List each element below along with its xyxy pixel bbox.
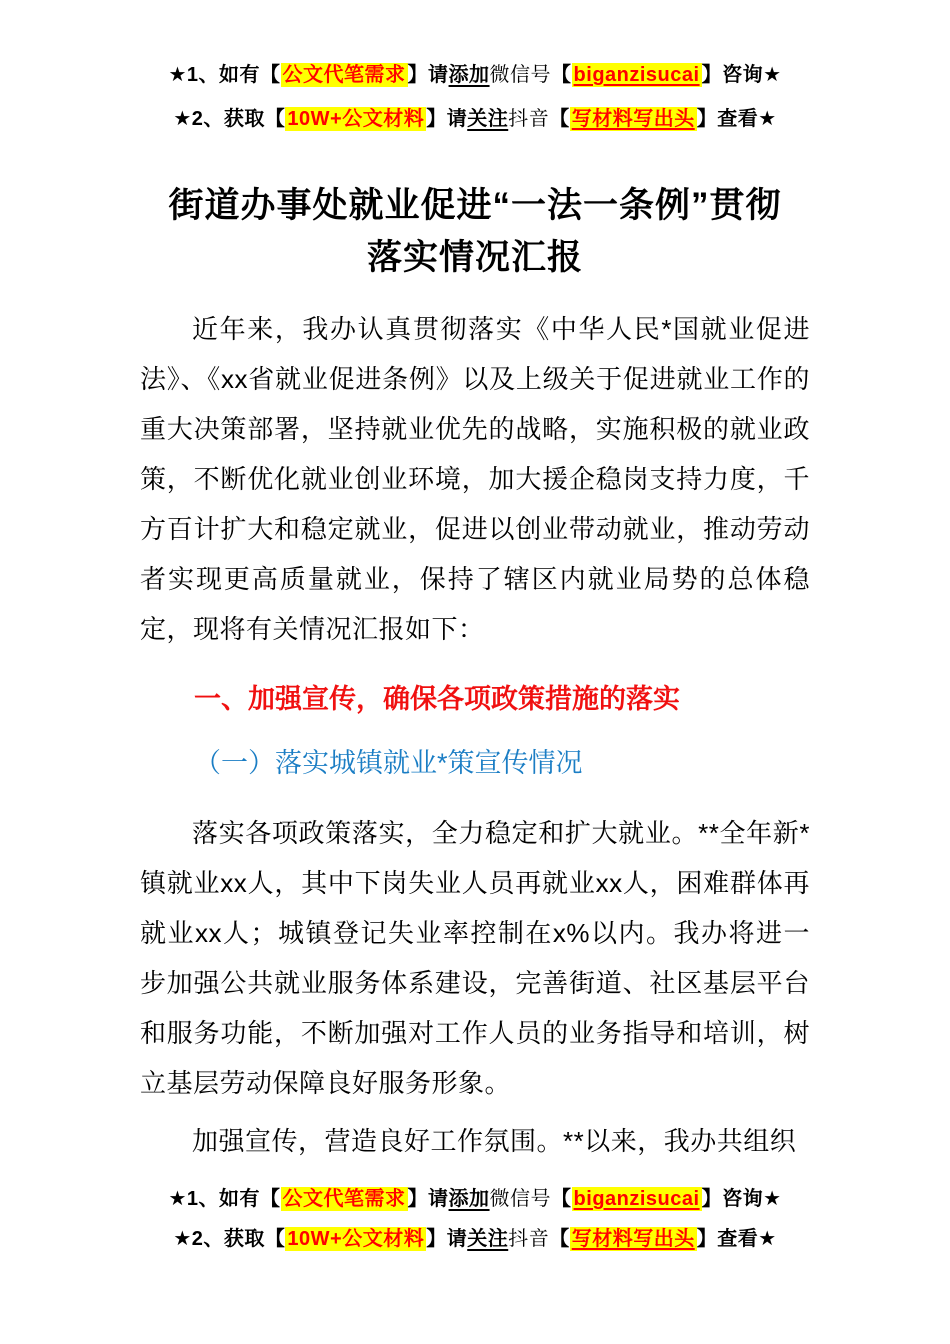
promo-line-1 bbox=[140, 60, 810, 90]
promo2-douyin-label: 抖音 bbox=[508, 108, 550, 130]
promo2-underline-follow: 关注 bbox=[467, 1228, 509, 1250]
promo1-bracket: 【 bbox=[551, 64, 572, 86]
promo1-suffix: 】咨询★ bbox=[701, 1188, 782, 1210]
section-heading-1: 一、加强宣传，确保各项政策措施的落实 bbox=[194, 684, 680, 714]
promo2-bracket: 【 bbox=[549, 108, 570, 130]
promo2-douyin-label: 抖音 bbox=[508, 1228, 550, 1250]
paragraph-policy-implementation: 落实各项政策落实，全力稳定和扩大就业。**全年新*镇就业xx人，其中下岗失业人员再就业xx人，困难群体再就业xx人；城镇登记失业率控制在x%以内。我办将进一步加强公共就业服务体系建设，完善街道、社区基层平台和服务功能，不断加强对工作人员的业务指导和培训，树立基层劳动保障良好服务形象。 bbox=[140, 818, 810, 1098]
promo2-mid: 】请 bbox=[426, 1228, 468, 1250]
promo1-underline-add: 添加 bbox=[448, 64, 490, 86]
promo-line-1 bbox=[140, 1184, 810, 1214]
promo1-highlight-service: 公文代笔需求 bbox=[282, 1188, 406, 1210]
promo2-mid: 】请 bbox=[426, 108, 468, 130]
promo2-highlight-materials: 10W+公文材料 bbox=[287, 1228, 425, 1250]
promo1-highlight-service: 公文代笔需求 bbox=[282, 64, 406, 86]
promo1-mid: 】请 bbox=[407, 1188, 449, 1210]
promo2-star-prefix: ★2、获取【 bbox=[173, 108, 286, 130]
promo1-star-prefix: ★1、如有【 bbox=[168, 64, 281, 86]
promo2-suffix: 】查看★ bbox=[696, 1228, 777, 1250]
promo2-underline-follow: 关注 bbox=[467, 108, 509, 130]
promo2-bracket: 【 bbox=[549, 1228, 570, 1250]
paragraph-intro: 近年来，我办认真贯彻落实《中华人民*国就业促进法》、《xx省就业促进条例》以及上级关于促进就业工作的重大决策部署，坚持就业优先的战略，实施积极的就业政策，不断优化就业创业环境，加大援企稳岗支持力度，千方百计扩大和稳定就业，促进以创业带动就业，推动劳动者实现更高质量就业，保持了辖区内就业局势的总体稳定，现将有关情况汇报如下： bbox=[140, 314, 810, 644]
document-title-line2: 落实情况汇报 bbox=[366, 238, 583, 277]
promo-line-2 bbox=[140, 1224, 810, 1254]
promo2-highlight-materials: 10W+公文材料 bbox=[287, 108, 425, 130]
document-title bbox=[140, 180, 810, 284]
promo2-suffix: 】查看★ bbox=[696, 108, 777, 130]
promo1-underline-add: 添加 bbox=[448, 1188, 490, 1210]
document-title-line1: 街道办事处就业促进“一法一条例”贯彻 bbox=[168, 186, 782, 225]
promo1-highlight-wechat-id: biganzisucai bbox=[573, 64, 700, 86]
promo2-highlight-douyin-id: 写材料写出头 bbox=[571, 1228, 695, 1250]
promo1-suffix: 】咨询★ bbox=[701, 64, 782, 86]
subsection-heading-1-1: （一）落实城镇就业*策宣传情况 bbox=[194, 748, 583, 778]
promo-banner-top bbox=[140, 60, 810, 134]
promo-line-2 bbox=[140, 104, 810, 134]
promo-banner-bottom bbox=[140, 1184, 810, 1254]
paragraph-publicity-partial: 加强宣传，营造良好工作氛围。**以来，我办共组织 bbox=[192, 1126, 797, 1156]
promo1-star-prefix: ★1、如有【 bbox=[168, 1188, 281, 1210]
promo1-highlight-wechat-id: biganzisucai bbox=[573, 1188, 700, 1210]
promo2-highlight-douyin-id: 写材料写出头 bbox=[571, 108, 695, 130]
promo2-star-prefix: ★2、获取【 bbox=[173, 1228, 286, 1250]
promo1-mid: 】请 bbox=[407, 64, 449, 86]
promo1-bracket: 【 bbox=[551, 1188, 572, 1210]
promo1-wechat-label: 微信号 bbox=[489, 64, 552, 86]
promo1-wechat-label: 微信号 bbox=[489, 1188, 552, 1210]
